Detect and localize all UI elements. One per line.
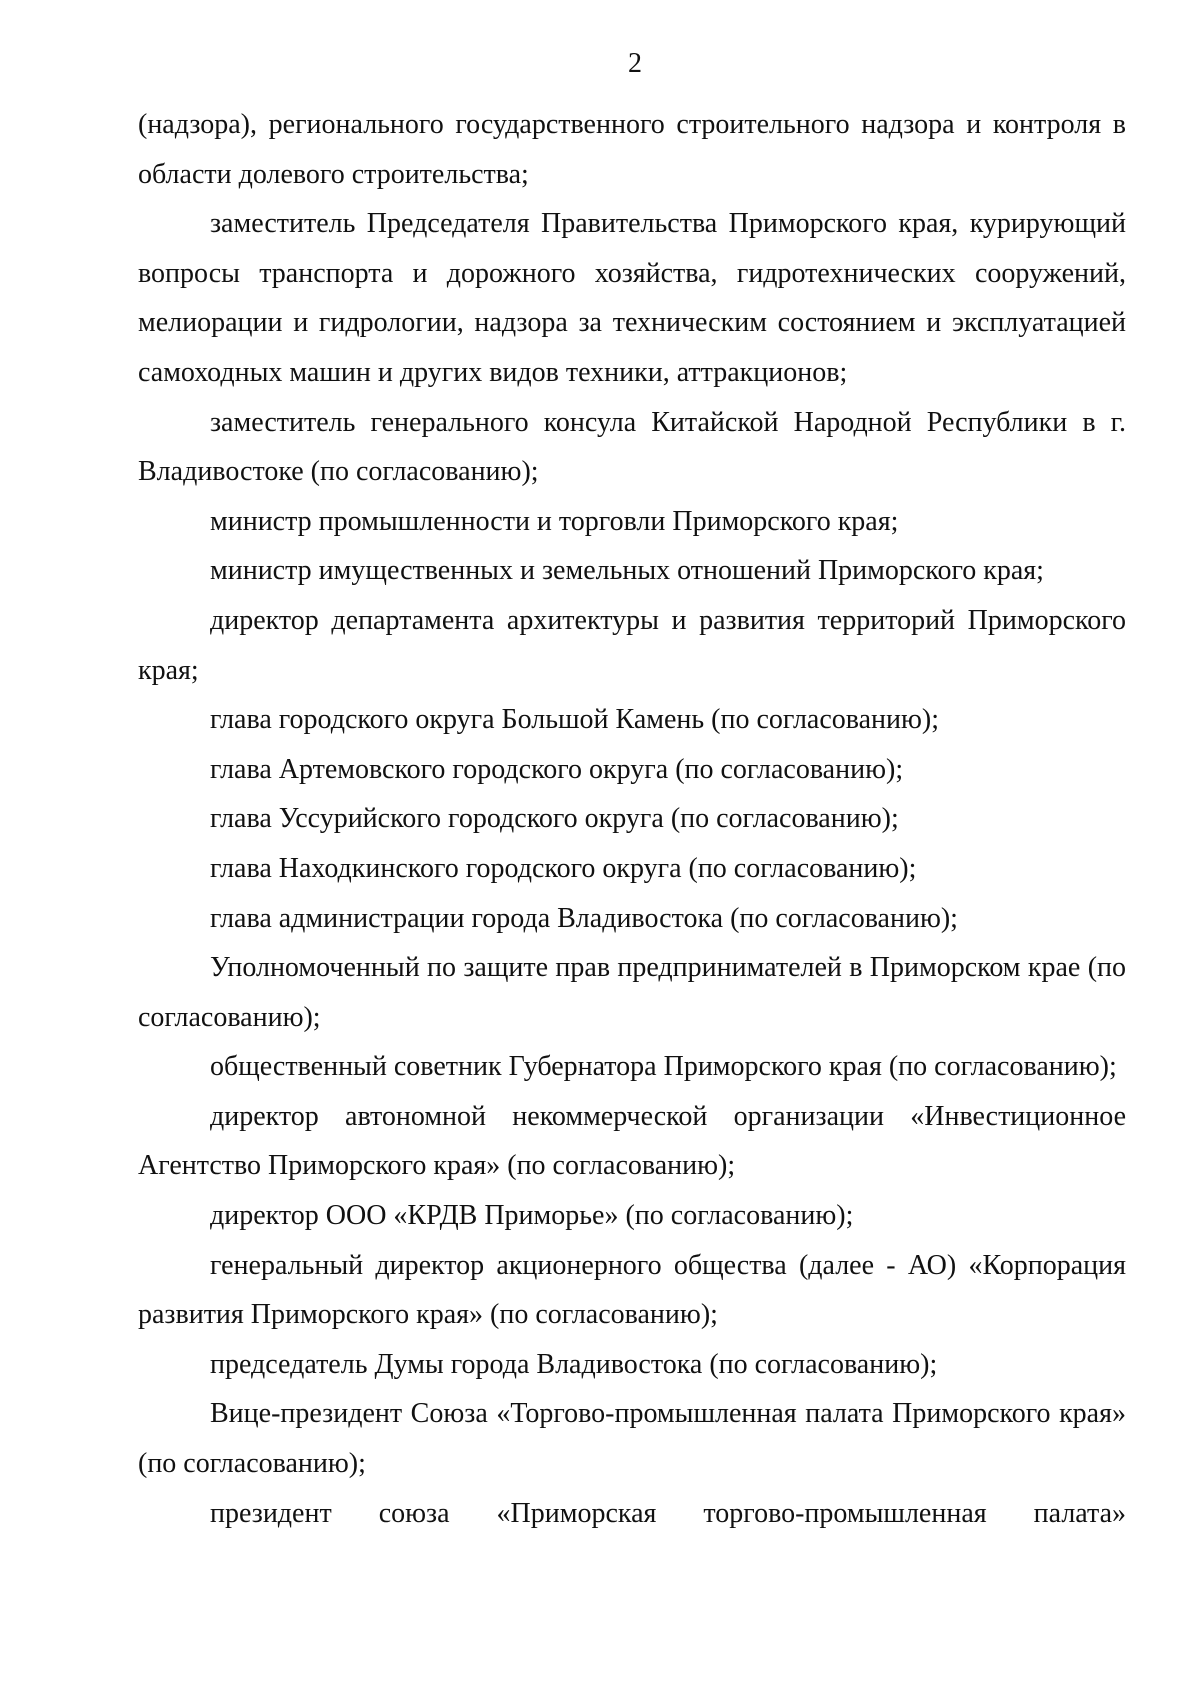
paragraph: директор департамента архитектуры и развития территорий Приморского края; [138,604,1126,686]
paragraph: министр имущественных и земельных отношений Приморского края; [210,555,1044,587]
paragraph: президент союза «Приморская торгово-промышленная палата» [210,1497,1126,1529]
page-number: 2 [628,48,642,79]
document-body [138,100,1126,1538]
paragraph: (надзора), регионального государственного строительного надзора и контроля в области долевого строительства; [138,109,1126,190]
paragraph: глава Артемовского городского округа (по согласованию); [210,753,904,785]
paragraph: глава Уссурийского городского округа (по согласованию); [210,803,899,835]
paragraph: министр промышленности и торговли Приморского края; [210,505,899,537]
paragraph: директор автономной некоммерческой организации «Инвестиционное Агентство Приморского края» (по согласованию); [138,1100,1126,1182]
paragraph: генеральный директор акционерного общества (далее - АО) «Корпорация развития Приморского края» (по согласованию); [138,1249,1126,1331]
paragraph: Уполномоченный по защите прав предпринимателей в Приморском крае (по согласованию); [138,952,1126,1033]
paragraph: председатель Думы города Владивостока (по согласованию); [210,1348,938,1380]
paragraph: директор ООО «КРДВ Приморье» (по согласованию); [210,1200,854,1232]
paragraph: глава администрации города Владивостока (по согласованию); [210,902,958,934]
paragraph: заместитель Председателя Правительства Приморского края, курирующий вопросы транспорта и дорожного хозяйства, гидротехнических сооружений, мелиорации и гидрологии, надзора за техническим состоянием и эксплуатацией самоходных машин и других видов техники, аттракционов; [138,208,1126,388]
paragraph: заместитель генерального консула Китайской Народной Республики в г. Владивостоке (по согласованию); [138,406,1126,488]
paragraph: глава Находкинского городского округа (по согласованию); [210,852,917,884]
paragraph: Вице-президент Союза «Торгово-промышленная палата Приморского края» (по согласованию); [138,1398,1126,1480]
paragraph: общественный советник Губернатора Приморского края (по согласованию); [210,1051,1117,1083]
paragraph: глава городского округа Большой Камень (по согласованию); [210,704,940,736]
